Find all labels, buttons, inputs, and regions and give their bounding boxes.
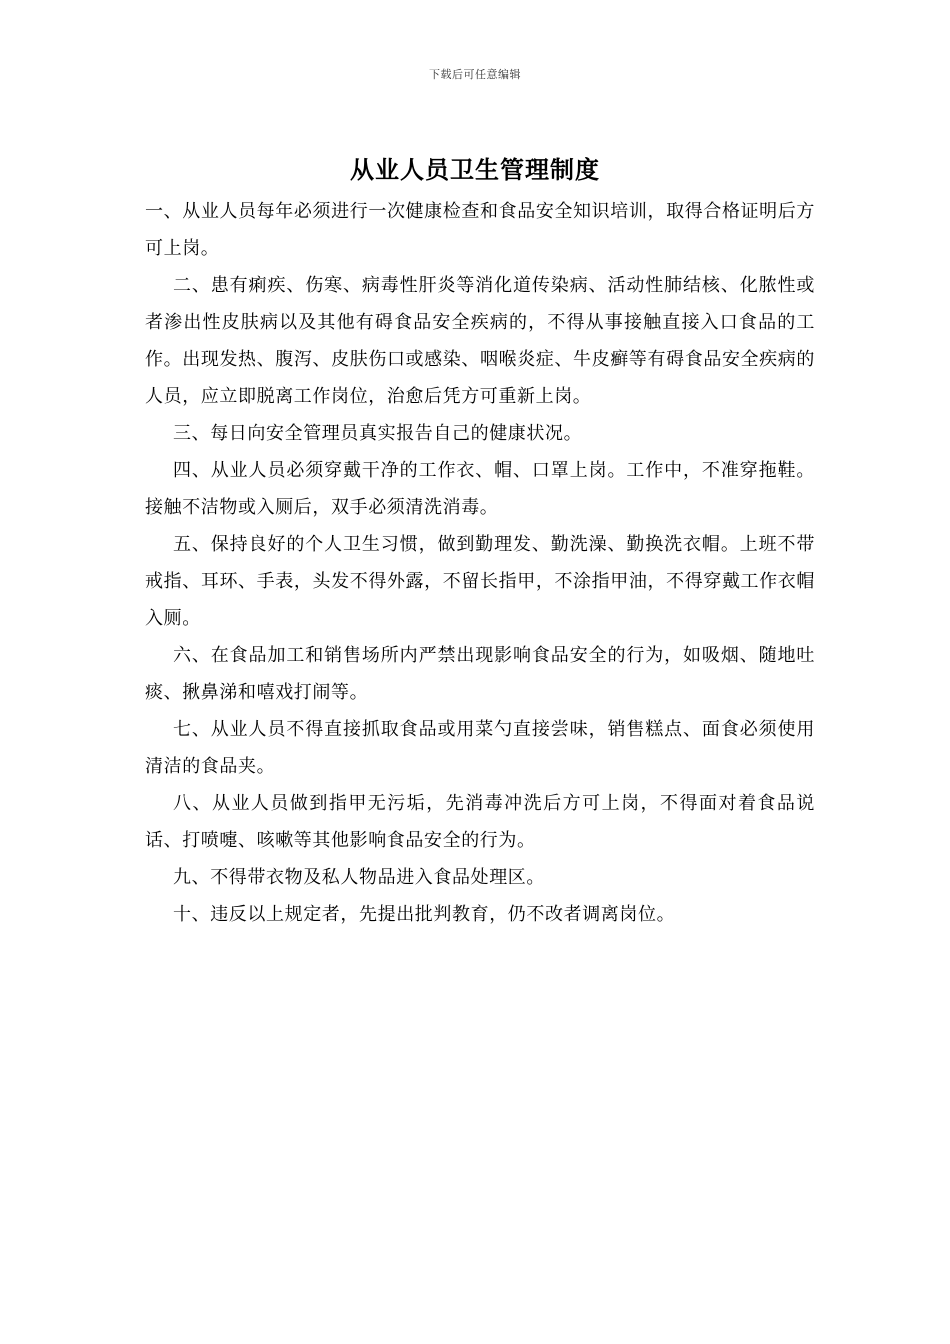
- paragraph-10: 十、违反以上规定者，先提出批判教育，仍不改者调离岗位。: [173, 904, 676, 925]
- paragraph-9: 九、不得带衣物及私人物品进入食品处理区。: [173, 867, 545, 888]
- document-body: [145, 193, 815, 933]
- paragraph-1: 一、从业人员每年必须进行一次健康检查和食品安全知识培训，取得合格证明后方可上岗。: [145, 201, 815, 259]
- paragraph-4: 四、从业人员必须穿戴干净的工作衣、帽、口罩上岗。工作中，不准穿拖鞋。接触不洁物或入厕后，双手必须清洗消毒。: [145, 460, 815, 518]
- paragraph-8: 八、从业人员做到指甲无污垢，先消毒冲洗后方可上岗，不得面对着食品说话、打喷嚏、咳嗽等其他影响食品安全的行为。: [145, 793, 815, 851]
- header-note: 下载后可任意编辑: [429, 68, 521, 81]
- paragraph-7: 七、从业人员不得直接抓取食品或用菜勺直接尝味，销售糕点、面食必须使用清洁的食品夹。: [145, 719, 815, 777]
- paragraph-3: 三、每日向安全管理员真实报告自己的健康状况。: [173, 423, 583, 444]
- paragraph-2: 二、患有痢疾、伤寒、病毒性肝炎等消化道传染病、活动性肺结核、化脓性或者渗出性皮肤病以及其他有碍食品安全疾病的，不得从事接触直接入口食品的工作。出现发热、腹泻、皮肤伤口或感染、咽喉炎症、牛皮癣等有碍食品安全疾病的人员，应立即脱离工作岗位，治愈后凭方可重新上岗。: [145, 275, 815, 407]
- paragraph-6: 六、在食品加工和销售场所内严禁出现影响食品安全的行为，如吸烟、随地吐痰、揪鼻涕和嘻戏打闹等。: [145, 645, 815, 703]
- paragraph-5: 五、保持良好的个人卫生习惯，做到勤理发、勤洗澡、勤换洗衣帽。上班不带戒指、耳环、手表，头发不得外露，不留长指甲，不涂指甲油，不得穿戴工作衣帽入厕。: [145, 534, 815, 629]
- document-title: 从业人员卫生管理制度: [350, 155, 600, 184]
